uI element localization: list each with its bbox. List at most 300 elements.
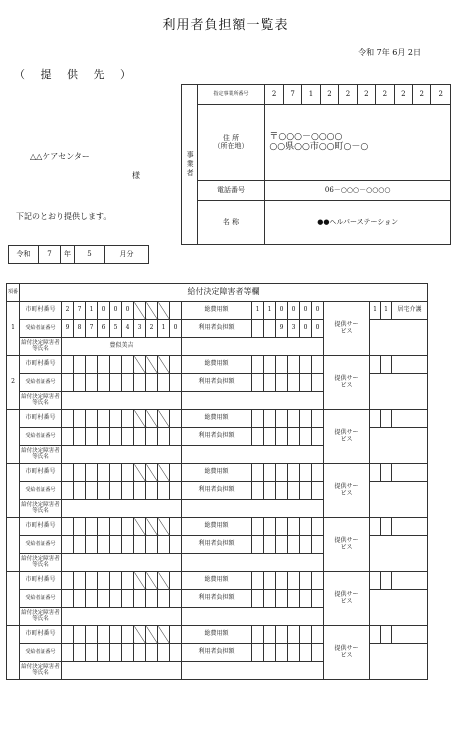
city-no-digit (98, 410, 110, 428)
total-cost-digit (312, 464, 324, 482)
burden-label: 利用者負担額 (182, 320, 252, 338)
service-code-digit (370, 464, 381, 482)
service-code-digit (370, 356, 381, 374)
recipient-no-digit (158, 482, 170, 500)
city-no-digit (146, 518, 158, 536)
city-no-digit (170, 302, 182, 320)
city-no-digit (86, 518, 98, 536)
recipient-no-digit (110, 644, 122, 662)
total-cost-digit (276, 356, 288, 374)
issue-date: 令和 7年 6月 2日 (358, 48, 421, 57)
service-code-digit: 1 (370, 302, 381, 320)
burden-digit (288, 428, 300, 446)
city-no-label: 市町村番号 (20, 572, 62, 590)
city-no-digit (86, 356, 98, 374)
recipient-no-digit (98, 644, 110, 662)
burden-digit (276, 374, 288, 392)
service-label: 提供サービス (324, 626, 370, 680)
recipient-no-digit: 1 (158, 320, 170, 338)
recipient-no-digit (122, 374, 134, 392)
recipient-no-digit (110, 536, 122, 554)
total-cost-digit (288, 410, 300, 428)
recipient-no-digit (110, 374, 122, 392)
recipient-no-digit (62, 374, 74, 392)
service-code-digit (381, 626, 392, 644)
total-cost-digit (300, 410, 312, 428)
total-cost-digit (288, 464, 300, 482)
city-no-digit (122, 572, 134, 590)
total-cost-label: 総費用額 (182, 518, 252, 536)
city-no-label: 市町村番号 (20, 302, 62, 320)
recipient-no-digit (74, 644, 86, 662)
city-no-digit (158, 356, 170, 374)
table-row (7, 410, 428, 428)
burden-label: 利用者負担額 (182, 374, 252, 392)
city-no-label: 市町村番号 (20, 464, 62, 482)
person-blank (182, 500, 324, 518)
service-code-digit (370, 626, 381, 644)
city-no-digit (122, 356, 134, 374)
total-cost-digit (312, 572, 324, 590)
billing-table (6, 283, 428, 680)
city-no-digit (74, 626, 86, 644)
address-label (197, 105, 265, 181)
city-no-digit (146, 572, 158, 590)
table-row (7, 518, 428, 536)
recipient-no-digit (158, 374, 170, 392)
period-year: 7 (39, 246, 61, 264)
recipient-no-digit (122, 482, 134, 500)
service-code-digit (370, 572, 381, 590)
city-no-digit (62, 356, 74, 374)
total-cost-digit (312, 356, 324, 374)
row-index: 1 (7, 302, 20, 356)
city-no-digit: 0 (98, 302, 110, 320)
burden-digit (264, 374, 276, 392)
recipient-no-digit (86, 644, 98, 662)
city-no-digit (170, 410, 182, 428)
person-blank (182, 338, 324, 356)
recipient-no-digit (146, 590, 158, 608)
person-name (62, 446, 182, 464)
burden-digit (288, 536, 300, 554)
total-cost-digit: 0 (312, 302, 324, 320)
recipient-no-label: 受給者証番号 (20, 644, 62, 662)
burden-label: 利用者負担額 (182, 644, 252, 662)
recipient-no-digit (134, 428, 146, 446)
business-id-digit: 2 (320, 85, 338, 105)
city-no-digit (110, 572, 122, 590)
service-code-digit (381, 518, 392, 536)
recipient-no-label: 受給者証番号 (20, 320, 62, 338)
recipient-no-digit (74, 590, 86, 608)
service-label: 提供サービス (324, 356, 370, 410)
business-id-digit: 1 (302, 85, 320, 105)
person-blank (182, 392, 324, 410)
recipient-no-digit (170, 536, 182, 554)
service-code-digit: 1 (381, 302, 392, 320)
notice-text: 下記のとおり提供します。 (16, 212, 112, 221)
person-blank (182, 446, 324, 464)
burden-digit (300, 536, 312, 554)
city-no-digit (110, 410, 122, 428)
recipient-no-digit: 2 (146, 320, 158, 338)
city-no-digit (74, 518, 86, 536)
total-cost-digit (264, 464, 276, 482)
city-no-digit (62, 572, 74, 590)
business-id-digit: 2 (431, 85, 451, 105)
service-blank (370, 320, 428, 356)
period-era: 令和 (9, 246, 39, 264)
total-cost-label: 総費用額 (182, 464, 252, 482)
city-no-digit (74, 572, 86, 590)
name-value: ●●ヘルパーステーション (265, 201, 451, 245)
total-cost-digit (312, 518, 324, 536)
burden-digit (312, 590, 324, 608)
phone-value: 06－○○○－○○○○ (265, 181, 451, 201)
recipient-no-digit (134, 482, 146, 500)
service-name (392, 572, 428, 590)
city-no-label: 市町村番号 (20, 410, 62, 428)
total-cost-digit (300, 626, 312, 644)
service-name (392, 410, 428, 428)
city-no-digit (158, 302, 170, 320)
row-index (7, 518, 20, 572)
city-no-digit (110, 464, 122, 482)
service-blank (370, 590, 428, 626)
total-cost-digit (252, 626, 264, 644)
table-header: 給付決定障害者等欄 (20, 284, 428, 302)
service-code-digit (381, 464, 392, 482)
recipient-no-digit (146, 536, 158, 554)
total-cost-digit (288, 518, 300, 536)
recipient-no-digit (86, 482, 98, 500)
address-line-1: 〒○○○－○○○○ (269, 131, 343, 142)
city-no-digit (110, 518, 122, 536)
total-cost-digit (252, 356, 264, 374)
city-no-digit: 2 (62, 302, 74, 320)
recipient-no-digit (146, 482, 158, 500)
city-no-digit: 0 (110, 302, 122, 320)
recipient-no-digit (86, 590, 98, 608)
address-value (265, 105, 451, 181)
service-blank (370, 428, 428, 464)
burden-digit (300, 374, 312, 392)
service-label: 提供サービス (324, 410, 370, 464)
address-line-2: ○○県○○市○○町○－○ (269, 141, 369, 152)
recipient-no-digit (158, 590, 170, 608)
total-cost-digit: 0 (300, 302, 312, 320)
recipient-no-digit (74, 428, 86, 446)
recipient-no-label: 受給者証番号 (20, 374, 62, 392)
service-blank (370, 482, 428, 518)
total-cost-digit (264, 572, 276, 590)
total-cost-digit: 0 (276, 302, 288, 320)
recipient-no-digit (158, 536, 170, 554)
city-no-digit (74, 410, 86, 428)
recipient-no-digit: 6 (98, 320, 110, 338)
business-side-label: 事業者 (182, 85, 198, 245)
person-name-label: 給付決定障害者等氏名 (20, 500, 62, 518)
recipient-no-digit (170, 590, 182, 608)
city-no-digit (158, 464, 170, 482)
city-no-digit (110, 356, 122, 374)
recipient-no-digit (98, 428, 110, 446)
row-index (7, 410, 20, 464)
city-no-digit (62, 464, 74, 482)
total-cost-digit (276, 626, 288, 644)
address-label-line1: 住 所 (222, 133, 240, 142)
row-index (7, 464, 20, 518)
phone-label: 電話番号 (197, 181, 265, 201)
name-label: 名 称 (197, 201, 265, 245)
burden-digit (288, 374, 300, 392)
burden-digit (252, 374, 264, 392)
total-cost-label: 総費用額 (182, 302, 252, 320)
service-label: 提供サービス (324, 464, 370, 518)
recipient-no-digit (134, 590, 146, 608)
recipient-no-digit (122, 536, 134, 554)
service-code-digit (381, 356, 392, 374)
recipient-no-digit (134, 536, 146, 554)
burden-digit (276, 536, 288, 554)
service-label: 提供サービス (324, 518, 370, 572)
city-no-digit (170, 518, 182, 536)
city-no-digit (122, 626, 134, 644)
burden-digit (252, 590, 264, 608)
person-name (62, 608, 182, 626)
total-cost-digit (252, 464, 264, 482)
table-row (7, 302, 428, 320)
burden-label: 利用者負担額 (182, 428, 252, 446)
row-index (7, 626, 20, 680)
city-no-digit (86, 410, 98, 428)
city-no-digit (146, 626, 158, 644)
city-no-digit (134, 410, 146, 428)
city-no-digit (158, 410, 170, 428)
business-id-digit: 2 (339, 85, 357, 105)
total-cost-digit (300, 464, 312, 482)
recipient-no-digit (146, 374, 158, 392)
recipient-no-digit (62, 590, 74, 608)
recipient-no-digit (158, 644, 170, 662)
business-id-label: 指定事業所番号 (197, 85, 265, 105)
person-name (62, 662, 182, 680)
person-name (62, 500, 182, 518)
city-no-digit: 1 (86, 302, 98, 320)
business-id-digit: 2 (376, 85, 394, 105)
recipient-no-digit (62, 644, 74, 662)
burden-digit (288, 482, 300, 500)
total-cost-digit (312, 410, 324, 428)
city-no-digit (62, 410, 74, 428)
burden-digit (264, 644, 276, 662)
recipient-no-digit: 5 (110, 320, 122, 338)
total-cost-digit (276, 572, 288, 590)
recipient-no-digit (110, 482, 122, 500)
city-no-digit (170, 464, 182, 482)
recipient-no-digit (122, 428, 134, 446)
recipient-no-digit: 3 (134, 320, 146, 338)
recipient-no-label: 受給者証番号 (20, 428, 62, 446)
total-cost-digit (264, 356, 276, 374)
table-row (7, 356, 428, 374)
recipient-name: △△ケアセンター (30, 152, 90, 161)
total-cost-digit: 0 (288, 302, 300, 320)
burden-digit (312, 644, 324, 662)
burden-digit (276, 482, 288, 500)
recipient-no-digit (146, 644, 158, 662)
recipient-no-digit (86, 536, 98, 554)
total-cost-digit (288, 626, 300, 644)
city-no-digit (98, 356, 110, 374)
business-info (181, 84, 451, 245)
burden-digit (252, 482, 264, 500)
recipient-no-digit (134, 644, 146, 662)
recipient-no-digit (86, 374, 98, 392)
recipient-no-digit (86, 428, 98, 446)
person-name-label: 給付決定障害者等氏名 (20, 608, 62, 626)
service-name (392, 356, 428, 374)
document-title: 利用者負担額一覧表 (162, 18, 289, 33)
table-row (7, 464, 428, 482)
city-no-label: 市町村番号 (20, 626, 62, 644)
city-no-digit (170, 572, 182, 590)
burden-digit: 3 (288, 320, 300, 338)
city-no-label: 市町村番号 (20, 518, 62, 536)
burden-digit (276, 644, 288, 662)
total-cost-label: 総費用額 (182, 572, 252, 590)
burden-digit (300, 644, 312, 662)
business-id-digit: 2 (265, 85, 283, 105)
city-no-digit (74, 356, 86, 374)
recipient-no-digit (98, 536, 110, 554)
recipient-no-label: 受給者証番号 (20, 482, 62, 500)
city-no-digit (170, 356, 182, 374)
burden-digit (264, 320, 276, 338)
city-no-digit (98, 572, 110, 590)
burden-label: 利用者負担額 (182, 482, 252, 500)
total-cost-digit (264, 626, 276, 644)
person-name-label: 給付決定障害者等氏名 (20, 662, 62, 680)
burden-digit (264, 482, 276, 500)
person-name: 豊似美吉 (62, 338, 182, 356)
table-header-row (7, 284, 428, 302)
city-no-digit (158, 572, 170, 590)
city-no-digit (62, 518, 74, 536)
total-cost-digit (264, 410, 276, 428)
city-no-digit (146, 302, 158, 320)
city-no-digit (158, 518, 170, 536)
recipient-no-digit (170, 644, 182, 662)
burden-digit (300, 590, 312, 608)
city-no-digit (86, 626, 98, 644)
row-index (7, 572, 20, 626)
business-id-digit: 2 (357, 85, 375, 105)
recipient-no-label: 受給者証番号 (20, 536, 62, 554)
total-cost-digit (300, 356, 312, 374)
city-no-digit (98, 626, 110, 644)
city-no-digit (86, 464, 98, 482)
service-code-digit (370, 518, 381, 536)
city-no-digit (74, 464, 86, 482)
recipient-no-digit (74, 482, 86, 500)
recipient-no-digit (110, 590, 122, 608)
city-no-digit (134, 356, 146, 374)
recipient-no-digit (170, 482, 182, 500)
burden-digit: 0 (312, 320, 324, 338)
burden-digit (300, 428, 312, 446)
total-cost-digit (276, 518, 288, 536)
provider-heading: （ 提 供 先 ） (14, 68, 137, 81)
recipient-no-digit (98, 374, 110, 392)
city-no-digit (122, 464, 134, 482)
total-cost-digit (288, 356, 300, 374)
burden-label: 利用者負担額 (182, 536, 252, 554)
person-blank (182, 662, 324, 680)
recipient-no-digit: 7 (86, 320, 98, 338)
city-no-digit (62, 626, 74, 644)
total-cost-digit (300, 518, 312, 536)
total-cost-digit: 1 (264, 302, 276, 320)
recipient-no-digit: 4 (122, 320, 134, 338)
recipient-no-digit: 8 (74, 320, 86, 338)
recipient-no-digit (62, 482, 74, 500)
service-blank (370, 536, 428, 572)
recipient-no-digit (122, 590, 134, 608)
recipient-no-digit (98, 590, 110, 608)
service-label: 提供サービス (324, 302, 370, 356)
burden-digit (312, 428, 324, 446)
service-blank (370, 374, 428, 410)
city-no-digit (134, 464, 146, 482)
period-month-unit: 月分 (105, 246, 149, 264)
total-cost-label: 総費用額 (182, 626, 252, 644)
city-no-digit (122, 410, 134, 428)
total-cost-digit (312, 626, 324, 644)
honorific: 様 (132, 171, 140, 180)
city-no-digit (134, 302, 146, 320)
person-name-label: 給付決定障害者等氏名 (20, 554, 62, 572)
burden-digit (312, 374, 324, 392)
burden-digit (264, 536, 276, 554)
burden-label: 利用者負担額 (182, 590, 252, 608)
burden-digit (264, 590, 276, 608)
total-cost-digit (252, 572, 264, 590)
city-no-digit (110, 626, 122, 644)
city-no-digit: 0 (122, 302, 134, 320)
table-row (7, 626, 428, 644)
recipient-no-label: 受給者証番号 (20, 590, 62, 608)
city-no-digit: 7 (74, 302, 86, 320)
person-name-label: 給付決定障害者等氏名 (20, 338, 62, 356)
person-blank (182, 554, 324, 572)
recipient-no-digit (98, 482, 110, 500)
person-name-label: 給付決定障害者等氏名 (20, 446, 62, 464)
recipient-no-digit (170, 374, 182, 392)
total-cost-digit (264, 518, 276, 536)
service-name (392, 464, 428, 482)
recipient-no-digit (62, 536, 74, 554)
col-index-header: 項番 (7, 284, 20, 302)
city-no-digit (146, 464, 158, 482)
person-blank (182, 608, 324, 626)
recipient-no-digit (122, 644, 134, 662)
city-no-digit (146, 410, 158, 428)
recipient-no-digit (146, 428, 158, 446)
burden-digit (312, 536, 324, 554)
service-code-digit (381, 572, 392, 590)
